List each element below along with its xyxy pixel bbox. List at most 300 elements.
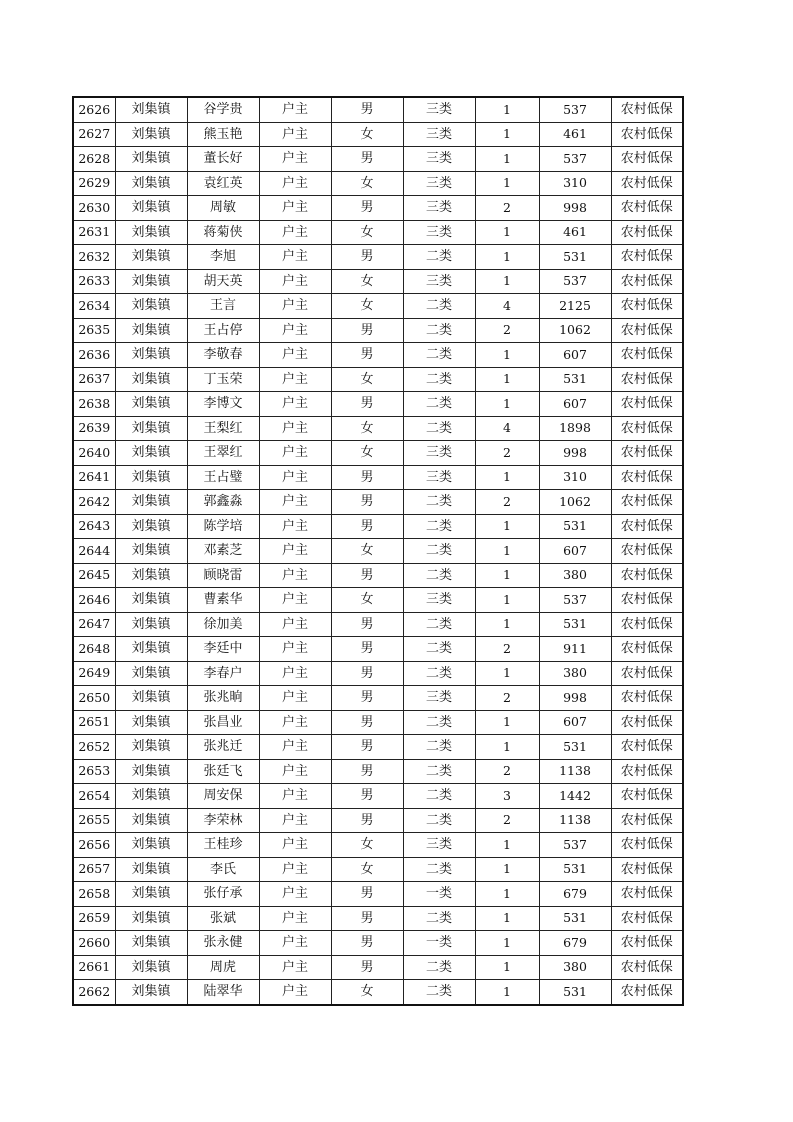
row-number: 2650	[73, 686, 115, 711]
role-cell: 户主	[259, 784, 331, 809]
row-number: 2645	[73, 563, 115, 588]
role-cell: 户主	[259, 416, 331, 441]
amount-cell: 1898	[539, 416, 611, 441]
name-cell: 周虎	[187, 955, 259, 980]
role-cell: 户主	[259, 97, 331, 122]
table-row	[73, 735, 683, 760]
category-cell: 三类	[403, 97, 475, 122]
assistance-type-cell: 农村低保	[611, 612, 683, 637]
category-cell: 二类	[403, 710, 475, 735]
town-cell: 刘集镇	[115, 367, 187, 392]
role-cell: 户主	[259, 906, 331, 931]
amount-cell: 1442	[539, 784, 611, 809]
assistance-type-cell: 农村低保	[611, 269, 683, 294]
row-number: 2646	[73, 588, 115, 613]
table-row	[73, 392, 683, 417]
amount-cell: 607	[539, 710, 611, 735]
gender-cell: 男	[331, 490, 403, 515]
assistance-type-cell: 农村低保	[611, 710, 683, 735]
household-size-cell: 1	[475, 588, 539, 613]
category-cell: 二类	[403, 343, 475, 368]
town-cell: 刘集镇	[115, 97, 187, 122]
gender-cell: 男	[331, 612, 403, 637]
gender-cell: 女	[331, 171, 403, 196]
role-cell: 户主	[259, 294, 331, 319]
town-cell: 刘集镇	[115, 245, 187, 270]
town-cell: 刘集镇	[115, 318, 187, 343]
table-row	[73, 857, 683, 882]
name-cell: 王占停	[187, 318, 259, 343]
role-cell: 户主	[259, 343, 331, 368]
role-cell: 户主	[259, 465, 331, 490]
row-number: 2654	[73, 784, 115, 809]
role-cell: 户主	[259, 269, 331, 294]
household-size-cell: 1	[475, 857, 539, 882]
assistance-type-cell: 农村低保	[611, 367, 683, 392]
name-cell: 张仔承	[187, 882, 259, 907]
amount-cell: 531	[539, 980, 611, 1005]
assistance-type-cell: 农村低保	[611, 514, 683, 539]
assistance-type-cell: 农村低保	[611, 833, 683, 858]
gender-cell: 男	[331, 661, 403, 686]
name-cell: 张永健	[187, 931, 259, 956]
amount-cell: 2125	[539, 294, 611, 319]
table-row	[73, 710, 683, 735]
table-row	[73, 539, 683, 564]
category-cell: 三类	[403, 122, 475, 147]
household-size-cell: 2	[475, 759, 539, 784]
gender-cell: 女	[331, 441, 403, 466]
role-cell: 户主	[259, 686, 331, 711]
town-cell: 刘集镇	[115, 563, 187, 588]
town-cell: 刘集镇	[115, 269, 187, 294]
town-cell: 刘集镇	[115, 931, 187, 956]
amount-cell: 531	[539, 245, 611, 270]
assistance-type-cell: 农村低保	[611, 882, 683, 907]
town-cell: 刘集镇	[115, 857, 187, 882]
gender-cell: 男	[331, 906, 403, 931]
name-cell: 张兆迁	[187, 735, 259, 760]
role-cell: 户主	[259, 245, 331, 270]
name-cell: 胡天英	[187, 269, 259, 294]
amount-cell: 607	[539, 392, 611, 417]
role-cell: 户主	[259, 392, 331, 417]
role-cell: 户主	[259, 710, 331, 735]
row-number: 2662	[73, 980, 115, 1005]
table-row	[73, 318, 683, 343]
amount-cell: 537	[539, 833, 611, 858]
gender-cell: 男	[331, 563, 403, 588]
household-size-cell: 1	[475, 931, 539, 956]
assistance-type-cell: 农村低保	[611, 416, 683, 441]
household-size-cell: 1	[475, 122, 539, 147]
name-cell: 王翠红	[187, 441, 259, 466]
category-cell: 二类	[403, 808, 475, 833]
category-cell: 二类	[403, 416, 475, 441]
gender-cell: 男	[331, 686, 403, 711]
town-cell: 刘集镇	[115, 514, 187, 539]
household-size-cell: 4	[475, 416, 539, 441]
assistance-type-cell: 农村低保	[611, 955, 683, 980]
amount-cell: 380	[539, 955, 611, 980]
row-number: 2659	[73, 906, 115, 931]
row-number: 2651	[73, 710, 115, 735]
town-cell: 刘集镇	[115, 612, 187, 637]
name-cell: 袁红英	[187, 171, 259, 196]
table-row	[73, 441, 683, 466]
town-cell: 刘集镇	[115, 833, 187, 858]
assistance-type-cell: 农村低保	[611, 588, 683, 613]
table-row	[73, 122, 683, 147]
assistance-type-cell: 农村低保	[611, 759, 683, 784]
row-number: 2661	[73, 955, 115, 980]
category-cell: 二类	[403, 661, 475, 686]
assistance-type-cell: 农村低保	[611, 539, 683, 564]
town-cell: 刘集镇	[115, 808, 187, 833]
assistance-type-cell: 农村低保	[611, 980, 683, 1005]
household-size-cell: 1	[475, 906, 539, 931]
role-cell: 户主	[259, 735, 331, 760]
household-size-cell: 1	[475, 980, 539, 1005]
category-cell: 二类	[403, 906, 475, 931]
category-cell: 二类	[403, 563, 475, 588]
household-size-cell: 1	[475, 343, 539, 368]
row-number: 2644	[73, 539, 115, 564]
row-number: 2626	[73, 97, 115, 122]
household-size-cell: 1	[475, 563, 539, 588]
row-number: 2635	[73, 318, 115, 343]
category-cell: 三类	[403, 269, 475, 294]
assistance-type-cell: 农村低保	[611, 318, 683, 343]
assistance-type-cell: 农村低保	[611, 465, 683, 490]
name-cell: 王言	[187, 294, 259, 319]
gender-cell: 女	[331, 833, 403, 858]
table-row	[73, 563, 683, 588]
amount-cell: 310	[539, 465, 611, 490]
gender-cell: 女	[331, 220, 403, 245]
amount-cell: 531	[539, 735, 611, 760]
name-cell: 李春户	[187, 661, 259, 686]
town-cell: 刘集镇	[115, 171, 187, 196]
household-size-cell: 2	[475, 686, 539, 711]
amount-cell: 998	[539, 441, 611, 466]
gender-cell: 男	[331, 147, 403, 172]
row-number: 2660	[73, 931, 115, 956]
role-cell: 户主	[259, 612, 331, 637]
row-number: 2658	[73, 882, 115, 907]
assistance-type-cell: 农村低保	[611, 220, 683, 245]
household-size-cell: 1	[475, 710, 539, 735]
name-cell: 李荣林	[187, 808, 259, 833]
table-row	[73, 245, 683, 270]
row-number: 2647	[73, 612, 115, 637]
category-cell: 三类	[403, 196, 475, 221]
role-cell: 户主	[259, 318, 331, 343]
household-size-cell: 1	[475, 245, 539, 270]
name-cell: 李博文	[187, 392, 259, 417]
table-row	[73, 294, 683, 319]
category-cell: 二类	[403, 294, 475, 319]
role-cell: 户主	[259, 367, 331, 392]
subsidy-table	[72, 96, 684, 1006]
role-cell: 户主	[259, 441, 331, 466]
name-cell: 谷学贵	[187, 97, 259, 122]
amount-cell: 537	[539, 97, 611, 122]
table-row	[73, 97, 683, 122]
name-cell: 董长好	[187, 147, 259, 172]
gender-cell: 男	[331, 955, 403, 980]
table-row	[73, 784, 683, 809]
role-cell: 户主	[259, 147, 331, 172]
role-cell: 户主	[259, 490, 331, 515]
name-cell: 李廷中	[187, 637, 259, 662]
amount-cell: 461	[539, 220, 611, 245]
name-cell: 王占璧	[187, 465, 259, 490]
role-cell: 户主	[259, 171, 331, 196]
town-cell: 刘集镇	[115, 539, 187, 564]
row-number: 2641	[73, 465, 115, 490]
name-cell: 熊玉艳	[187, 122, 259, 147]
category-cell: 一类	[403, 931, 475, 956]
category-cell: 三类	[403, 220, 475, 245]
role-cell: 户主	[259, 882, 331, 907]
table-row	[73, 343, 683, 368]
household-size-cell: 3	[475, 784, 539, 809]
town-cell: 刘集镇	[115, 441, 187, 466]
category-cell: 二类	[403, 245, 475, 270]
row-number: 2629	[73, 171, 115, 196]
town-cell: 刘集镇	[115, 906, 187, 931]
town-cell: 刘集镇	[115, 686, 187, 711]
role-cell: 户主	[259, 220, 331, 245]
household-size-cell: 1	[475, 147, 539, 172]
household-size-cell: 1	[475, 171, 539, 196]
household-size-cell: 1	[475, 833, 539, 858]
gender-cell: 男	[331, 882, 403, 907]
town-cell: 刘集镇	[115, 122, 187, 147]
amount-cell: 461	[539, 122, 611, 147]
assistance-type-cell: 农村低保	[611, 784, 683, 809]
gender-cell: 男	[331, 318, 403, 343]
town-cell: 刘集镇	[115, 147, 187, 172]
category-cell: 三类	[403, 588, 475, 613]
assistance-type-cell: 农村低保	[611, 392, 683, 417]
town-cell: 刘集镇	[115, 196, 187, 221]
role-cell: 户主	[259, 833, 331, 858]
table-row	[73, 637, 683, 662]
amount-cell: 911	[539, 637, 611, 662]
amount-cell: 607	[539, 539, 611, 564]
town-cell: 刘集镇	[115, 343, 187, 368]
household-size-cell: 1	[475, 882, 539, 907]
category-cell: 二类	[403, 612, 475, 637]
row-number: 2649	[73, 661, 115, 686]
amount-cell: 531	[539, 514, 611, 539]
assistance-type-cell: 农村低保	[611, 97, 683, 122]
category-cell: 二类	[403, 980, 475, 1005]
assistance-type-cell: 农村低保	[611, 122, 683, 147]
row-number: 2628	[73, 147, 115, 172]
gender-cell: 女	[331, 980, 403, 1005]
gender-cell: 男	[331, 808, 403, 833]
household-size-cell: 2	[475, 196, 539, 221]
row-number: 2643	[73, 514, 115, 539]
gender-cell: 女	[331, 294, 403, 319]
gender-cell: 男	[331, 245, 403, 270]
town-cell: 刘集镇	[115, 980, 187, 1005]
amount-cell: 537	[539, 588, 611, 613]
name-cell: 丁玉荣	[187, 367, 259, 392]
amount-cell: 531	[539, 367, 611, 392]
role-cell: 户主	[259, 955, 331, 980]
role-cell: 户主	[259, 931, 331, 956]
table-row	[73, 220, 683, 245]
table-row	[73, 588, 683, 613]
gender-cell: 男	[331, 465, 403, 490]
assistance-type-cell: 农村低保	[611, 857, 683, 882]
household-size-cell: 1	[475, 465, 539, 490]
name-cell: 徐加美	[187, 612, 259, 637]
row-number: 2631	[73, 220, 115, 245]
assistance-type-cell: 农村低保	[611, 196, 683, 221]
gender-cell: 女	[331, 588, 403, 613]
name-cell: 郭鑫淼	[187, 490, 259, 515]
table-row	[73, 147, 683, 172]
name-cell: 李敬春	[187, 343, 259, 368]
table-row	[73, 955, 683, 980]
row-number: 2627	[73, 122, 115, 147]
row-number: 2630	[73, 196, 115, 221]
household-size-cell: 2	[475, 490, 539, 515]
town-cell: 刘集镇	[115, 955, 187, 980]
gender-cell: 女	[331, 122, 403, 147]
gender-cell: 女	[331, 269, 403, 294]
gender-cell: 男	[331, 514, 403, 539]
amount-cell: 531	[539, 906, 611, 931]
gender-cell: 男	[331, 931, 403, 956]
town-cell: 刘集镇	[115, 490, 187, 515]
row-number: 2632	[73, 245, 115, 270]
role-cell: 户主	[259, 588, 331, 613]
table-row	[73, 808, 683, 833]
town-cell: 刘集镇	[115, 710, 187, 735]
table-row	[73, 490, 683, 515]
assistance-type-cell: 农村低保	[611, 735, 683, 760]
amount-cell: 310	[539, 171, 611, 196]
gender-cell: 男	[331, 97, 403, 122]
row-number: 2636	[73, 343, 115, 368]
gender-cell: 女	[331, 857, 403, 882]
category-cell: 三类	[403, 171, 475, 196]
table-row	[73, 686, 683, 711]
gender-cell: 男	[331, 759, 403, 784]
household-size-cell: 1	[475, 514, 539, 539]
row-number: 2638	[73, 392, 115, 417]
town-cell: 刘集镇	[115, 882, 187, 907]
amount-cell: 1138	[539, 759, 611, 784]
table-row	[73, 416, 683, 441]
assistance-type-cell: 农村低保	[611, 294, 683, 319]
category-cell: 三类	[403, 686, 475, 711]
role-cell: 户主	[259, 661, 331, 686]
town-cell: 刘集镇	[115, 294, 187, 319]
table-row	[73, 269, 683, 294]
assistance-type-cell: 农村低保	[611, 808, 683, 833]
gender-cell: 男	[331, 735, 403, 760]
gender-cell: 男	[331, 710, 403, 735]
household-size-cell: 2	[475, 637, 539, 662]
category-cell: 二类	[403, 490, 475, 515]
row-number: 2648	[73, 637, 115, 662]
amount-cell: 380	[539, 563, 611, 588]
amount-cell: 679	[539, 931, 611, 956]
role-cell: 户主	[259, 857, 331, 882]
household-size-cell: 1	[475, 367, 539, 392]
row-number: 2633	[73, 269, 115, 294]
household-size-cell: 2	[475, 441, 539, 466]
household-size-cell: 4	[475, 294, 539, 319]
assistance-type-cell: 农村低保	[611, 906, 683, 931]
town-cell: 刘集镇	[115, 735, 187, 760]
category-cell: 二类	[403, 392, 475, 417]
table-row	[73, 612, 683, 637]
row-number: 2640	[73, 441, 115, 466]
amount-cell: 537	[539, 147, 611, 172]
amount-cell: 1062	[539, 490, 611, 515]
gender-cell: 男	[331, 637, 403, 662]
row-number: 2639	[73, 416, 115, 441]
role-cell: 户主	[259, 759, 331, 784]
household-size-cell: 1	[475, 539, 539, 564]
assistance-type-cell: 农村低保	[611, 171, 683, 196]
category-cell: 三类	[403, 465, 475, 490]
gender-cell: 男	[331, 196, 403, 221]
name-cell: 李氏	[187, 857, 259, 882]
role-cell: 户主	[259, 122, 331, 147]
category-cell: 一类	[403, 882, 475, 907]
household-size-cell: 1	[475, 661, 539, 686]
row-number: 2642	[73, 490, 115, 515]
amount-cell: 607	[539, 343, 611, 368]
row-number: 2656	[73, 833, 115, 858]
table-row	[73, 196, 683, 221]
town-cell: 刘集镇	[115, 637, 187, 662]
category-cell: 三类	[403, 441, 475, 466]
category-cell: 二类	[403, 514, 475, 539]
amount-cell: 679	[539, 882, 611, 907]
household-size-cell: 1	[475, 97, 539, 122]
assistance-type-cell: 农村低保	[611, 661, 683, 686]
amount-cell: 998	[539, 196, 611, 221]
town-cell: 刘集镇	[115, 661, 187, 686]
assistance-type-cell: 农村低保	[611, 931, 683, 956]
name-cell: 陆翠华	[187, 980, 259, 1005]
assistance-type-cell: 农村低保	[611, 637, 683, 662]
category-cell: 二类	[403, 539, 475, 564]
table-row	[73, 759, 683, 784]
row-number: 2637	[73, 367, 115, 392]
town-cell: 刘集镇	[115, 759, 187, 784]
name-cell: 邓素芝	[187, 539, 259, 564]
gender-cell: 女	[331, 367, 403, 392]
household-size-cell: 1	[475, 955, 539, 980]
gender-cell: 男	[331, 784, 403, 809]
row-number: 2634	[73, 294, 115, 319]
gender-cell: 男	[331, 343, 403, 368]
name-cell: 王桂珍	[187, 833, 259, 858]
role-cell: 户主	[259, 980, 331, 1005]
category-cell: 二类	[403, 955, 475, 980]
